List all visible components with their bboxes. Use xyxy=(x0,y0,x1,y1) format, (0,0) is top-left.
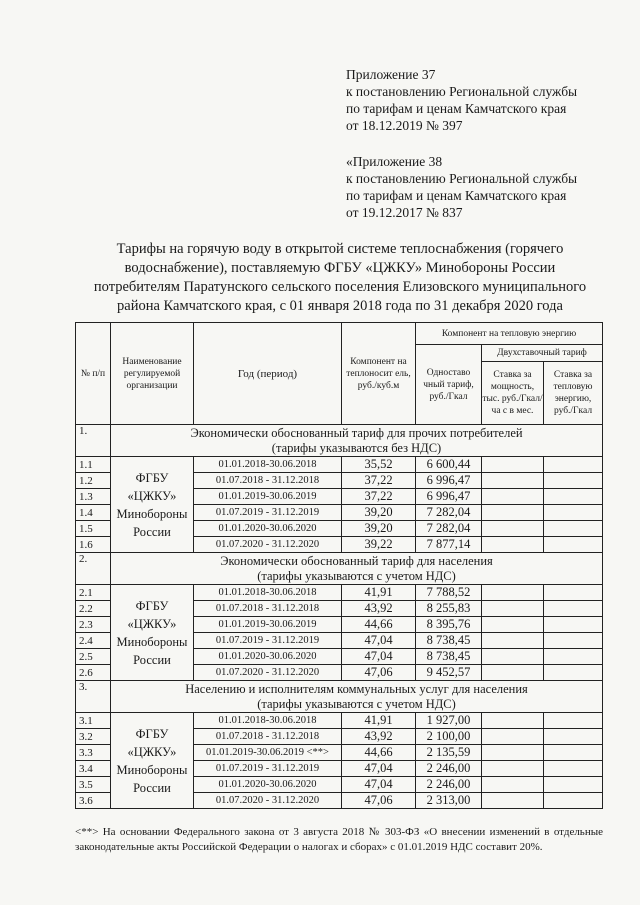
organization-cell: ФГБУ «ЦЖКУ» Минобороны России xyxy=(111,585,194,681)
period-cell: 01.01.2018-30.06.2018 xyxy=(194,585,342,601)
energy-rate-cell xyxy=(544,505,603,521)
row-number: 3.4 xyxy=(76,761,111,777)
appendix-current-line: по тарифам и ценам Камчатского края xyxy=(346,101,567,116)
table-row xyxy=(76,457,603,473)
energy-rate-cell xyxy=(544,665,603,681)
appendix-previous-header xyxy=(346,153,577,221)
single-rate-cell: 2 246,00 xyxy=(416,761,482,777)
title-line: водоснабжение), поставляемую ФГБУ «ЦЖКУ» Минобороны России xyxy=(124,260,556,276)
row-number: 3.2 xyxy=(76,729,111,745)
energy-rate-cell xyxy=(544,729,603,745)
section-number: 3. xyxy=(76,681,111,713)
energy-rate-cell xyxy=(544,473,603,489)
carrier-cell: 43,92 xyxy=(342,601,416,617)
section-title-line: (тарифы указываются без НДС) xyxy=(271,440,442,455)
carrier-cell: 43,92 xyxy=(342,729,416,745)
section-header-row xyxy=(76,681,603,713)
header-power-rate: Ставка за мощность, тыс. руб./Гкал/ча с в мес. xyxy=(482,362,544,425)
title-line: Тарифы на горячую воду в открытой системе теплоснабжения (горячего xyxy=(116,241,564,257)
header-two-rate: Двухставочный тариф xyxy=(482,345,603,362)
single-rate-cell: 8 738,45 xyxy=(416,633,482,649)
power-rate-cell xyxy=(482,601,544,617)
table-row xyxy=(76,713,603,729)
period-cell: 01.07.2018 - 31.12.2018 xyxy=(194,601,342,617)
power-rate-cell xyxy=(482,793,544,809)
power-rate-cell xyxy=(482,473,544,489)
period-cell: 01.07.2018 - 31.12.2018 xyxy=(194,729,342,745)
single-rate-cell: 7 788,52 xyxy=(416,585,482,601)
period-cell: 01.07.2019 - 31.12.2019 xyxy=(194,761,342,777)
section-title xyxy=(111,553,603,585)
section-title-line: Экономически обоснованный тариф для прочих потребителей xyxy=(190,425,523,440)
carrier-cell: 47,06 xyxy=(342,665,416,681)
carrier-cell: 41,91 xyxy=(342,585,416,601)
carrier-cell: 39,20 xyxy=(342,521,416,537)
period-cell: 01.01.2019-30.06.2019 xyxy=(194,489,342,505)
single-rate-cell: 2 313,00 xyxy=(416,793,482,809)
row-number: 1.4 xyxy=(76,505,111,521)
single-rate-cell: 7 282,04 xyxy=(416,505,482,521)
period-cell: 01.07.2019 - 31.12.2019 xyxy=(194,633,342,649)
energy-rate-cell xyxy=(544,489,603,505)
appendix-current-line: Приложение 37 xyxy=(346,67,436,82)
single-rate-cell: 6 996,47 xyxy=(416,473,482,489)
row-number: 3.5 xyxy=(76,777,111,793)
power-rate-cell xyxy=(482,777,544,793)
section-title xyxy=(111,681,603,713)
header-carrier-component: Компонент на теплоносит ель, руб./куб.м xyxy=(342,323,416,425)
row-number: 1.1 xyxy=(76,457,111,473)
carrier-cell: 47,04 xyxy=(342,633,416,649)
appendix-current-header xyxy=(346,66,577,134)
power-rate-cell xyxy=(482,713,544,729)
row-number: 3.3 xyxy=(76,745,111,761)
row-number: 3.1 xyxy=(76,713,111,729)
single-rate-cell: 2 100,00 xyxy=(416,729,482,745)
period-cell: 01.01.2020-30.06.2020 xyxy=(194,521,342,537)
carrier-cell: 47,06 xyxy=(342,793,416,809)
energy-rate-cell xyxy=(544,521,603,537)
single-rate-cell: 6 996,47 xyxy=(416,489,482,505)
row-number: 2.3 xyxy=(76,617,111,633)
single-rate-cell: 9 452,57 xyxy=(416,665,482,681)
row-number: 1.3 xyxy=(76,489,111,505)
table-header xyxy=(76,323,603,425)
section-header-row xyxy=(76,425,603,457)
appendix-previous-line: от 19.12.2017 № 837 xyxy=(346,205,463,220)
row-number: 2.6 xyxy=(76,665,111,681)
header-num: № п/п xyxy=(76,323,111,425)
carrier-cell: 44,66 xyxy=(342,745,416,761)
energy-rate-cell xyxy=(544,777,603,793)
carrier-cell: 37,22 xyxy=(342,489,416,505)
table-row xyxy=(76,585,603,601)
period-cell: 01.01.2019-30.06.2019 <**> xyxy=(194,745,342,761)
single-rate-cell: 2 135,59 xyxy=(416,745,482,761)
carrier-cell: 47,04 xyxy=(342,649,416,665)
appendix-current-line: к постановлению Региональной службы xyxy=(346,84,578,99)
section-header-row xyxy=(76,553,603,585)
period-cell: 01.01.2019-30.06.2019 xyxy=(194,617,342,633)
title-line: района Камчатского края, с 01 января 2018 года по 31 декабря 2020 года xyxy=(117,298,563,314)
tariff-table xyxy=(75,322,603,809)
power-rate-cell xyxy=(482,617,544,633)
carrier-cell: 39,22 xyxy=(342,537,416,553)
energy-rate-cell xyxy=(544,537,603,553)
single-rate-cell: 1 927,00 xyxy=(416,713,482,729)
period-cell: 01.07.2020 - 31.12.2020 xyxy=(194,537,342,553)
appendix-previous-line: «Приложение 38 xyxy=(346,154,443,169)
row-number: 2.4 xyxy=(76,633,111,649)
power-rate-cell xyxy=(482,761,544,777)
power-rate-cell xyxy=(482,457,544,473)
appendix-current-line: от 18.12.2019 № 397 xyxy=(346,118,463,133)
power-rate-cell xyxy=(482,489,544,505)
period-cell: 01.01.2020-30.06.2020 xyxy=(194,777,342,793)
row-number: 1.2 xyxy=(76,473,111,489)
energy-rate-cell xyxy=(544,649,603,665)
section-title-line: (тарифы указываются с учетом НДС) xyxy=(257,568,456,583)
power-rate-cell xyxy=(482,537,544,553)
single-rate-cell: 6 600,44 xyxy=(416,457,482,473)
energy-rate-cell xyxy=(544,601,603,617)
section-number: 1. xyxy=(76,425,111,457)
period-cell: 01.07.2020 - 31.12.2020 xyxy=(194,665,342,681)
carrier-cell: 37,22 xyxy=(342,473,416,489)
single-rate-cell: 8 255,83 xyxy=(416,601,482,617)
period-cell: 01.01.2020-30.06.2020 xyxy=(194,649,342,665)
section-title-line: (тарифы указываются с учетом НДС) xyxy=(257,696,456,711)
power-rate-cell xyxy=(482,649,544,665)
power-rate-cell xyxy=(482,745,544,761)
header-heat-component: Компонент на тепловую энергию xyxy=(416,323,603,345)
period-cell: 01.07.2019 - 31.12.2019 xyxy=(194,505,342,521)
energy-rate-cell xyxy=(544,713,603,729)
row-number: 1.5 xyxy=(76,521,111,537)
appendix-previous-line: к постановлению Региональной службы xyxy=(346,171,578,186)
single-rate-cell: 2 246,00 xyxy=(416,777,482,793)
single-rate-cell: 7 282,04 xyxy=(416,521,482,537)
carrier-cell: 47,04 xyxy=(342,761,416,777)
energy-rate-cell xyxy=(544,745,603,761)
energy-rate-cell xyxy=(544,457,603,473)
document-title xyxy=(40,240,640,316)
power-rate-cell xyxy=(482,505,544,521)
header-period: Год (период) xyxy=(194,323,342,425)
header-energy-rate: Ставка за тепловую энергию, руб./Гкал xyxy=(544,362,603,425)
power-rate-cell xyxy=(482,729,544,745)
energy-rate-cell xyxy=(544,617,603,633)
section-title xyxy=(111,425,603,457)
row-number: 2.5 xyxy=(76,649,111,665)
header-single-rate: Одноставо чный тариф, руб./Гкал xyxy=(416,345,482,425)
period-cell: 01.07.2020 - 31.12.2020 xyxy=(194,793,342,809)
single-rate-cell: 8 395,76 xyxy=(416,617,482,633)
single-rate-cell: 8 738,45 xyxy=(416,649,482,665)
row-number: 2.1 xyxy=(76,585,111,601)
section-title-line: Населению и исполнителям коммунальных услуг для населения xyxy=(185,681,528,696)
row-number: 1.6 xyxy=(76,537,111,553)
power-rate-cell xyxy=(482,585,544,601)
organization-cell: ФГБУ «ЦЖКУ» Минобороны России xyxy=(111,457,194,553)
row-number: 2.2 xyxy=(76,601,111,617)
energy-rate-cell xyxy=(544,793,603,809)
carrier-cell: 41,91 xyxy=(342,713,416,729)
section-number: 2. xyxy=(76,553,111,585)
carrier-cell: 44,66 xyxy=(342,617,416,633)
title-line: потребителям Паратунского сельского поселения Елизовского муниципального xyxy=(93,279,587,295)
appendix-previous-line: по тарифам и ценам Камчатского края xyxy=(346,188,567,203)
organization-cell: ФГБУ «ЦЖКУ» Минобороны России xyxy=(111,713,194,809)
footnote: <**> На основании Федерального закона от 3 августа 2018 № 303-ФЗ «О внесении изменений в отдельные законодательные акты Российской Федерации о налогах и сборах» с 01.01.2019 НДС составит 20%. xyxy=(75,826,603,853)
power-rate-cell xyxy=(482,521,544,537)
energy-rate-cell xyxy=(544,761,603,777)
carrier-cell: 47,04 xyxy=(342,777,416,793)
period-cell: 01.01.2018-30.06.2018 xyxy=(194,457,342,473)
period-cell: 01.01.2018-30.06.2018 xyxy=(194,713,342,729)
single-rate-cell: 7 877,14 xyxy=(416,537,482,553)
period-cell: 01.07.2018 - 31.12.2018 xyxy=(194,473,342,489)
power-rate-cell xyxy=(482,633,544,649)
header-organization: Наименование регулируемой организации xyxy=(111,323,194,425)
carrier-cell: 35,52 xyxy=(342,457,416,473)
energy-rate-cell xyxy=(544,585,603,601)
section-title-line: Экономически обоснованный тариф для населения xyxy=(220,553,493,568)
table-body xyxy=(76,425,603,809)
energy-rate-cell xyxy=(544,633,603,649)
power-rate-cell xyxy=(482,665,544,681)
row-number: 3.6 xyxy=(76,793,111,809)
carrier-cell: 39,20 xyxy=(342,505,416,521)
